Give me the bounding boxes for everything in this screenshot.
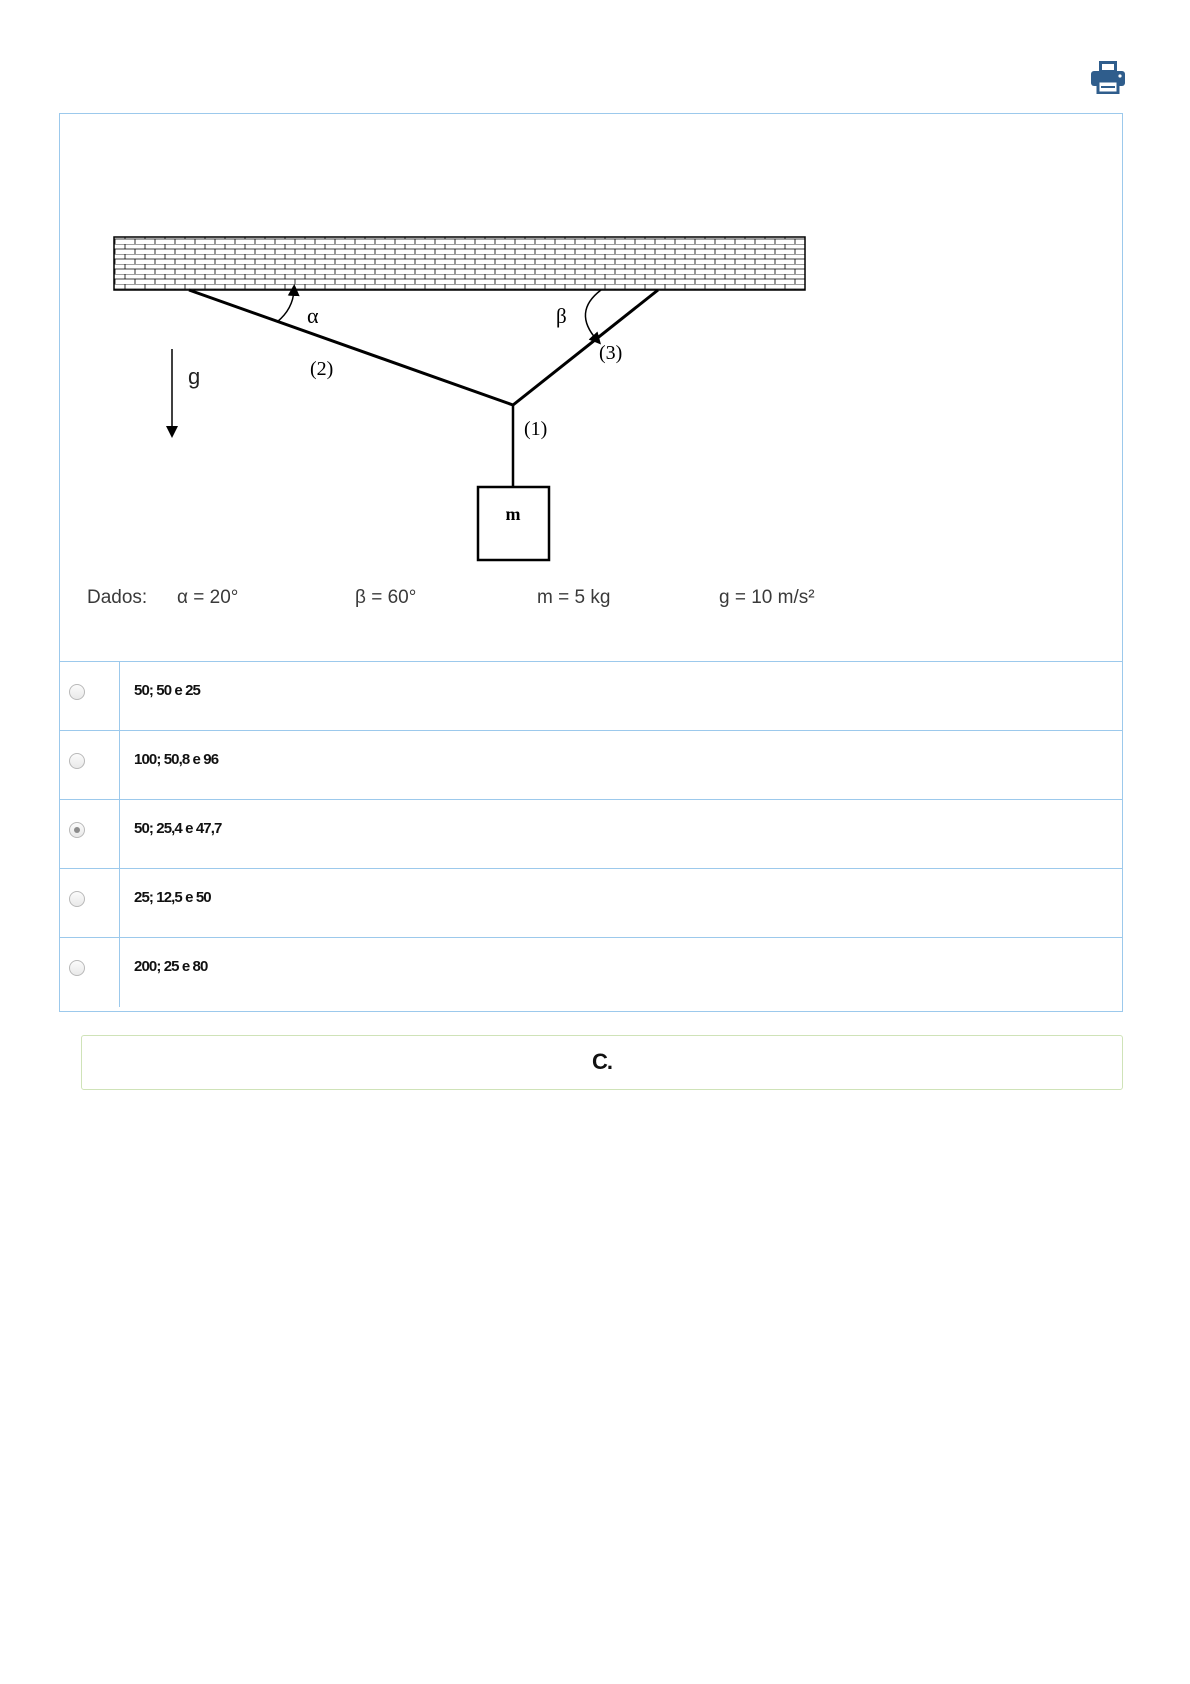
radio-button[interactable] xyxy=(69,891,85,907)
radio-cell xyxy=(60,662,120,730)
radio-cell xyxy=(60,938,120,1007)
option-label: 100; 50,8 e 96 xyxy=(134,751,219,768)
question-box xyxy=(59,113,1123,1012)
option-b[interactable] xyxy=(60,730,1122,799)
alpha-label: α xyxy=(307,303,319,328)
printer-icon xyxy=(1090,60,1126,94)
dados-gravity: g = 10 m/s² xyxy=(719,587,815,608)
option-c[interactable] xyxy=(60,799,1122,868)
print-button[interactable] xyxy=(1090,60,1126,94)
rope-3 xyxy=(513,290,658,405)
beta-label: β xyxy=(556,304,567,328)
radio-button[interactable] xyxy=(69,960,85,976)
figure-area xyxy=(60,114,1122,661)
answer-text: C. xyxy=(592,1049,612,1074)
ceiling-wall xyxy=(114,237,805,290)
option-label: 200; 25 e 80 xyxy=(134,958,208,975)
radio-button[interactable] xyxy=(69,684,85,700)
dados-beta: β = 60° xyxy=(355,587,417,608)
option-label: 25; 12,5 e 50 xyxy=(134,889,211,906)
rope-1-label: (1) xyxy=(524,418,548,440)
dados-alpha: α = 20° xyxy=(177,587,239,608)
dados-mass: m = 5 kg xyxy=(537,587,611,608)
rope-3-label: (3) xyxy=(599,342,623,364)
radio-button[interactable] xyxy=(69,822,85,838)
option-d[interactable] xyxy=(60,868,1122,937)
radio-cell xyxy=(60,869,120,937)
rope-2 xyxy=(189,290,513,405)
mass-label: m xyxy=(505,504,521,524)
option-label: 50; 50 e 25 xyxy=(134,682,200,699)
answer-box xyxy=(81,1035,1123,1090)
options-list xyxy=(60,661,1122,1007)
radio-button[interactable] xyxy=(69,753,85,769)
gravity-label: g xyxy=(188,364,201,389)
beta-arc xyxy=(585,290,601,340)
rope-2-label: (2) xyxy=(310,358,334,380)
alpha-arc xyxy=(277,290,294,322)
radio-cell xyxy=(60,800,120,868)
force-diagram xyxy=(60,114,1122,661)
dados-label: Dados: xyxy=(87,587,148,608)
option-e[interactable] xyxy=(60,937,1122,1007)
radio-cell xyxy=(60,731,120,799)
option-a[interactable] xyxy=(60,661,1122,730)
option-label: 50; 25,4 e 47,7 xyxy=(134,820,222,837)
